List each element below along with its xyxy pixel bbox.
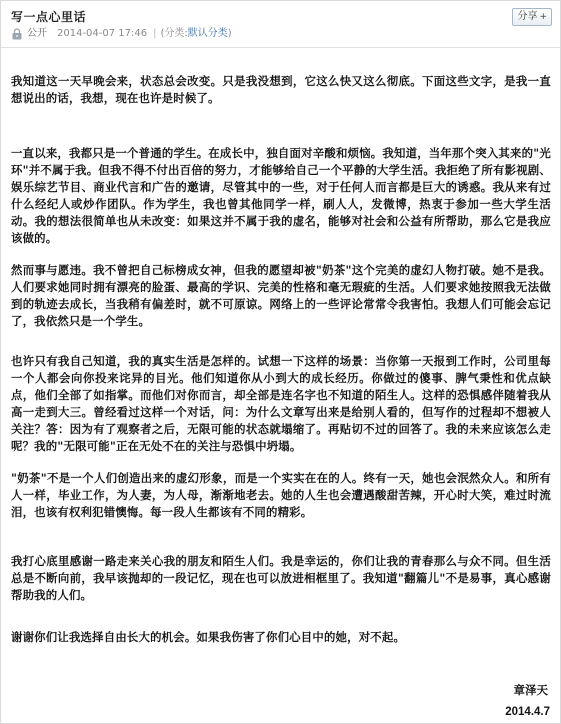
share-button[interactable] <box>512 8 552 26</box>
post-title: 写一点心里话 <box>11 10 87 24</box>
lock-icon <box>11 28 23 40</box>
paragraph-7: 谢谢你们让我选择自由长大的机会。如果我伤害了你们心目中的她，对不起。 <box>11 630 406 644</box>
paragraph-5: "奶茶"不是一个人们创造出来的虚幻形象，而是一个实实在在的人。终有一天，她也会泯然众人。和所有人一样，毕业工作，为人妻，为人母，渐渐地老去。她的人生也会遭遇酸甜苦辣，开心时大笑，难过时流泪，也该有权利犯错懊悔。每一段人生都该有不同的精彩。 <box>11 471 551 519</box>
category-link[interactable]: 默认分类 <box>187 28 228 39</box>
post-header <box>1 1 560 47</box>
paragraph-4: 也许只有我自己知道，我的真实生活是怎样的。试想一下这样的场景：当你第一天报到工作时，公司里每一个人都会向你投来诧异的目光。他们知道你从小到大的成长经历。你做过的傻事、脾气秉性和优点缺点，他们全部了如指掌。而他们对你而言，却全部是连名字也不知道的陌生人。这样的恐惧感伴随着我从高一走到大三。曾经看过这样一个对话，问：为什么文章写出来是给别人看的，但写作的过程却不想被人关注？答：因为有了观察者之后，无限可能的状态就塌缩了。再贴切不过的回答了。我的未来应该怎么走呢？我的"无限可能"正在无处不在的关注与恐惧中坍塌。 <box>11 354 551 453</box>
share-plus-icon: + <box>539 12 547 22</box>
share-button-label: 分享 <box>517 11 538 22</box>
paragraph-3: 然而事与愿违。我不曾把自己标榜成女神，但我的愿望却被"奶茶"这个完美的虚幻人物打破。她不是我。人们要求她同时拥有漂亮的脸蛋、最高的学识、完美的性格和毫无瑕疵的生活。人们要求她按照我无法做到的轨迹去成长，当我稍有偏差时，就不可原谅。网络上的一些评论常常令我害怕。我想人们可能会忘记了，我依然只是一个学生。 <box>11 263 551 328</box>
post-meta <box>11 27 232 41</box>
visibility-label: 公开 <box>27 28 47 39</box>
category-prefix: (分类: <box>160 28 188 39</box>
paragraph-6: 我打心底里感谢一路走来关心我的朋友和陌生人们。我是幸运的，你们让我的青春那么与众不同。但生活总是不断向前，我早该抛却的一段记忆，现在也可以放进相框里了。我知道"翻篇儿"不是易事，真心感谢帮助我的人们。 <box>11 554 551 602</box>
paragraph-2: 一直以来，我都只是一个普通的学生。在成长中，独自面对辛酸和烦恼。我知道，当年那个突入其来的"光环"并不属于我。但我不得不付出百倍的努力，才能够给自己一个平静的大学生活。我拒绝了所有影视剧、娱乐综艺节目、商业代言和广告的邀请，尽管其中的一些，对于任何人而言都是巨大的诱惑。我从来有过什么经纪人或炒作团队。作为学生，我也曾其他同学一样，刷人人，发微博，热衷于参加一些大学生活动。我的想法很简单也从未改变：如果这并不属于我的虚名，能够对社会和公益有所帮助，那么它是我应该做的。 <box>11 146 551 245</box>
category-suffix: ) <box>227 28 232 39</box>
meta-separator: | <box>153 28 157 39</box>
author-signature: 章泽天 <box>513 683 548 697</box>
post-date: 2014-04-07 17:46 <box>57 28 148 39</box>
paragraph-1: 我知道这一天早晚会来，状态总会改变。只是我没想到，它这么快又这么彻底。下面这些文字，是我一直想说出的话，我想，现在也许是时候了。 <box>11 74 551 105</box>
header-divider <box>1 47 560 48</box>
signature-date: 2014.4.7 <box>505 706 550 718</box>
